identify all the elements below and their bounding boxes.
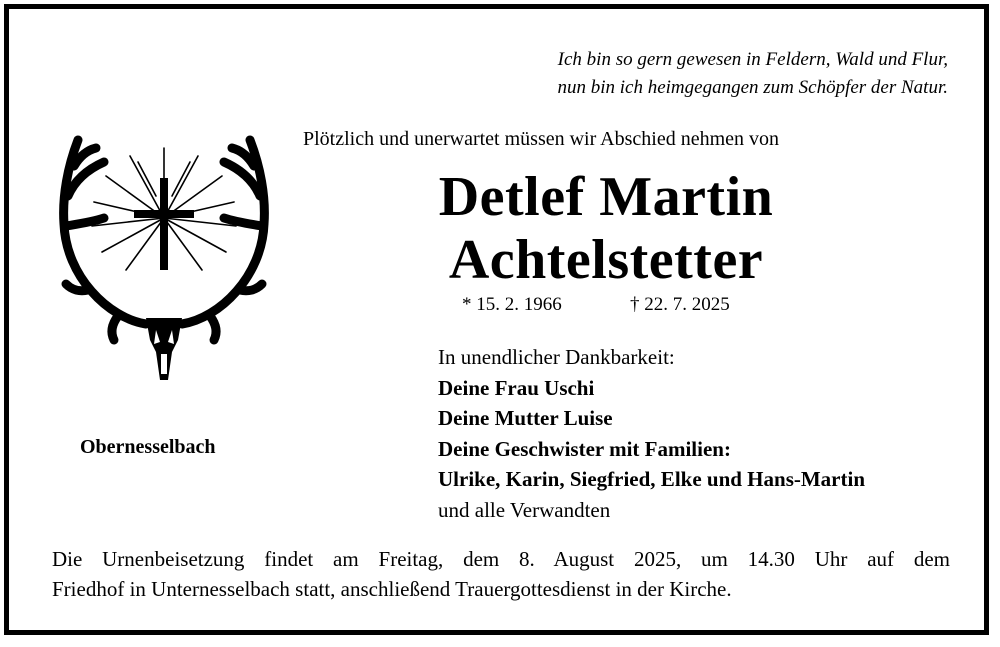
survivor-relatives: und alle Verwandten (438, 497, 611, 522)
birth-date: * 15. 2. 1966 (462, 294, 562, 315)
deceased-surname: Achtelstetter (448, 229, 764, 291)
place-of-residence: Obernesselbach (80, 436, 216, 458)
poem-line-2: nun bin ich heimgegangen zum Schöpfer der Natur. (557, 77, 948, 98)
funeral-notice (52, 544, 950, 604)
funeral-notice-line-1: Die Urnenbeisetzung findet am Freitag, dem 8. August 2025, um 14.30 Uhr auf dem (52, 547, 950, 571)
antlers-with-radiant-cross-icon (48, 126, 280, 388)
survivors-block (438, 342, 865, 525)
survivor-siblings: Ulrike, Karin, Siegfried, Elke und Hans-Martin (438, 467, 866, 491)
death-date: † 22. 7. 2025 (630, 294, 730, 315)
survivor-wife: Deine Frau Uschi (438, 375, 595, 400)
poem-line-1: Ich bin so gern gewesen in Feldern, Wald und Flur, (557, 49, 948, 70)
intro-text: Plötzlich und unerwartet müssen wir Abschied nehmen von (303, 128, 780, 150)
survivor-siblings-heading: Deine Geschwister mit Familien: (438, 436, 731, 461)
deceased-first-names: Detlef Martin (438, 166, 774, 228)
funeral-notice-line-2: Friedhof in Unternesselbach statt, anschließend Trauergottesdienst in der Kirche. (52, 577, 732, 601)
survivor-mother: Deine Mutter Luise (438, 406, 613, 430)
survivors-heading: In unendlicher Dankbarkeit: (438, 345, 675, 369)
